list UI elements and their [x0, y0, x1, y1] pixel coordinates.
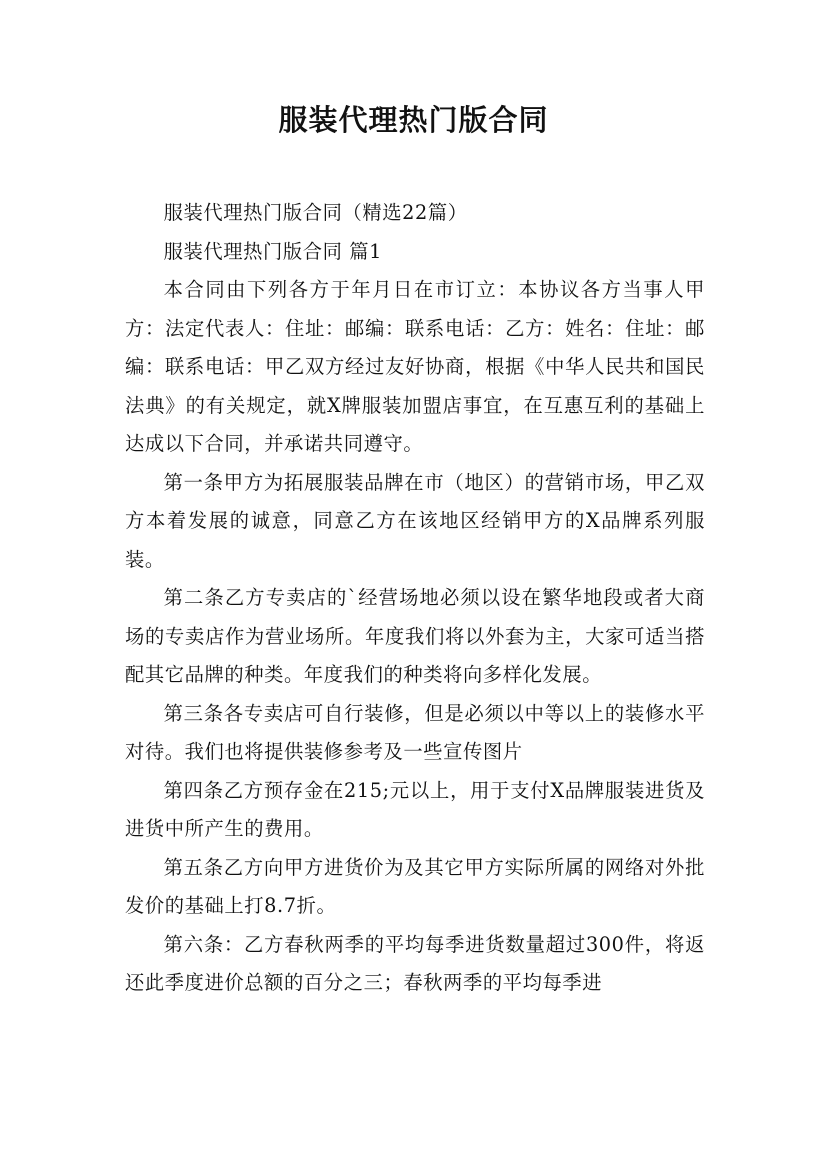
- document-body: [125, 194, 705, 1003]
- article-1-paragraph: 第一条甲方为拓展服装品牌在市（地区）的营销市场，甲乙双方本着发展的诚意，同意乙方在该地区经销甲方的X品牌系列服装。: [125, 470, 705, 571]
- section-heading-paragraph: 服装代理热门版合同 篇1: [163, 239, 383, 263]
- article-4-paragraph: 第四条乙方预存金在215;元以上，用于支付X品牌服装进货及进货中所产生的费用。: [125, 778, 705, 840]
- article-5-paragraph: 第五条乙方向甲方进货价为及其它甲方实际所属的网络对外批发价的基础上打8.7折。: [125, 855, 705, 917]
- article-2-paragraph: 第二条乙方专卖店的`经营场地必须以设在繁华地段或者大商场的专卖店作为营业场所。年度我们将以外套为主，大家可适当搭配其它品牌的种类。年度我们的种类将向多样化发展。: [125, 586, 705, 686]
- document-title: 服装代理热门版合同: [278, 103, 549, 137]
- preamble-paragraph: 本合同由下列各方于年月日在市订立：本协议各方当事人甲方：法定代表人：住址：邮编：联系电话：乙方：姓名：住址：邮编：联系电话：甲乙双方经过友好协商，根据《中华人民共和国民法典》的有关规定，就X牌服装加盟店事宜，在互惠互利的基础上达成以下合同，并承诺共同遵守。: [125, 278, 705, 455]
- subtitle-paragraph: 服装代理热门版合同（精选22篇）: [163, 201, 468, 224]
- article-3-paragraph: 第三条各专卖店可自行装修，但是必须以中等以上的装修水平对待。我们也将提供装修参考及一些宣传图片: [125, 701, 705, 763]
- article-6-paragraph: 第六条：乙方春秋两季的平均每季进货数量超过300件，将返还此季度进价总额的百分之三；春秋两季的平均每季进: [125, 932, 705, 994]
